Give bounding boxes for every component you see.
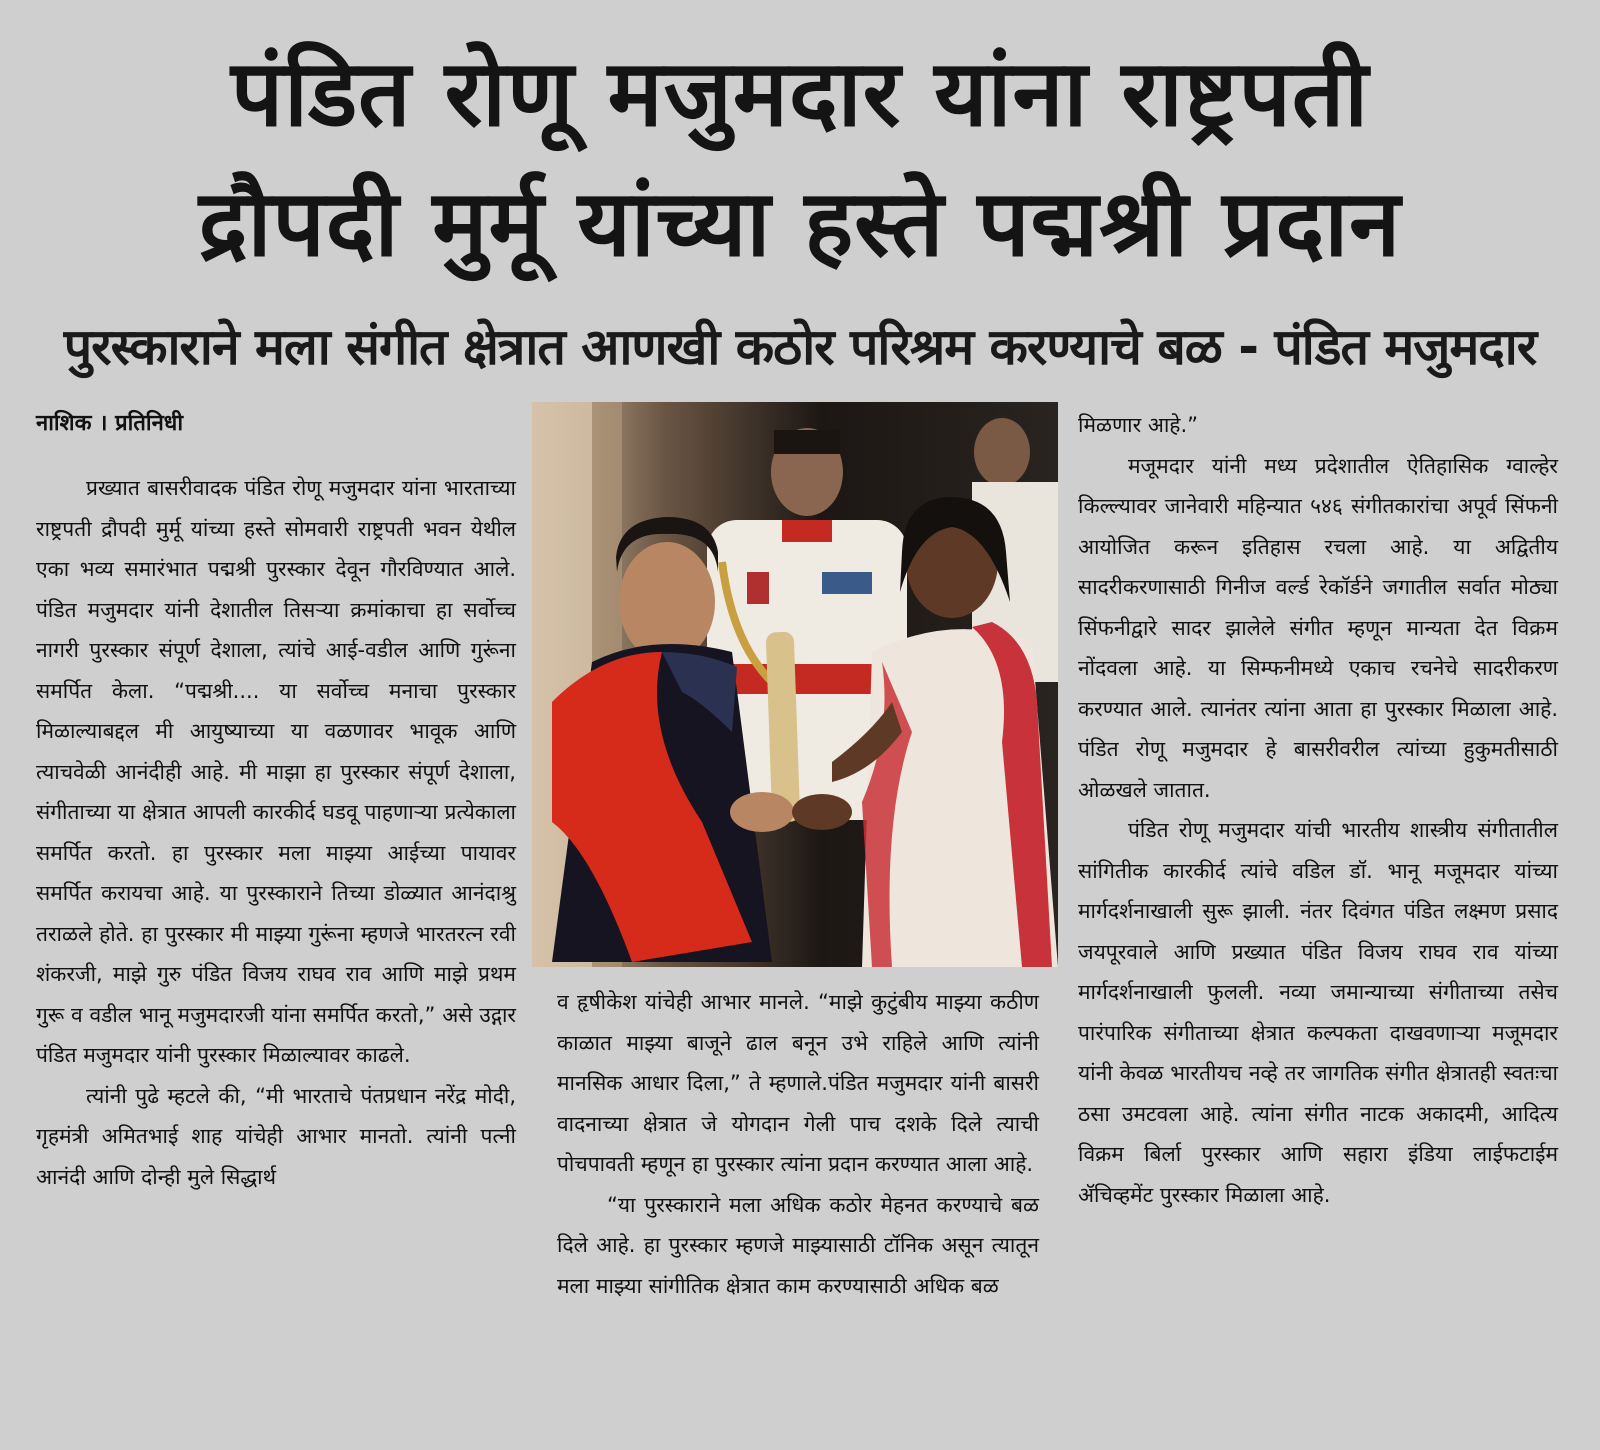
headline-line-2: द्रौपदी मुर्मू यांच्या हस्ते पद्मश्री प्रदान — [198, 170, 1402, 277]
column1-paragraph-2: त्यांनी पुढे म्हटले की, “मी भारताचे पंतप्रधान नरेंद्र मोदी, गृहमंत्री अमितभाई शाह यांचेही आभार मानतो. त्यांनी पत्नी आनंदी आणि दोन्ही मुले सिद्धार्थ — [36, 1083, 516, 1189]
article-column-3 — [1078, 405, 1558, 1215]
dateline: नाशिक । प्रतिनिधी — [36, 411, 184, 436]
article-column-2 — [557, 982, 1039, 1306]
column3-paragraph-2: पंडित रोणू मजुमदार यांची भारतीय शास्त्रीय संगीतातील सांगितीक कारकीर्द त्यांचे वडिल डॉ. भानू मजूमदार यांच्या मार्गदर्शनाखाली सुरू झाली. नंतर दिवंगत पंडित लक्ष्मण प्रसाद जयपूरवाले आणि प्रख्यात पंडित विजय राघव राव यांच्या मार्गदर्शनाखाली फुलली. नव्या जमान्याच्या संगीताच्या तसेच पारंपारिक संगीताच्या क्षेत्रात कल्पकता दाखवणाऱ्या मजूमदार यांनी केवळ भारतीयच नव्हे तर जागतिक संगीत क्षेत्रातही स्वतःचा ठसा उमटवला आहे. त्यांना संगीत नाटक अकादमी, आदित्य विक्रम बिर्ला पुरस्कार आणि सहारा इंडिया लाईफटाईम ॲचिव्हमेंट पुरस्कार मिळाला आहे. — [1078, 818, 1558, 1207]
column2-paragraph-2: “या पुरस्काराने मला अधिक कठोर मेहनत करण्याचे बळ दिले आहे. हा पुरस्कार म्हणजे माझ्यासाठी टॉनिक असून त्यातून मला माझ्या सांगीतिक क्षेत्रात काम करण्यासाठी अधिक बळ — [557, 1192, 1039, 1298]
headline-line-1: पंडित रोणू मजुमदार यांना राष्ट्रपती — [230, 40, 1370, 147]
column3-paragraph-0: मिळणार आहे.” — [1078, 413, 1199, 437]
award-ceremony-photo — [532, 402, 1058, 967]
subheadline: पुरस्काराने मला संगीत क्षेत्रात आणखी कठोर परिश्रम करण्याचे बळ - पंडित मजुमदार — [63, 318, 1537, 376]
column1-paragraph-1: प्रख्यात बासरीवादक पंडित रोणू मजुमदार यांना भारताच्या राष्ट्रपती द्रौपदी मुर्मू यांच्या हस्ते सोमवारी राष्ट्रपती भवन येथील एका भव्य समारंभात पद्मश्री पुरस्कार देवून गौरविण्यात आले. पंडित मजुमदार यांनी देशातील तिसऱ्या क्रमांकाचा हा सर्वोच्च नागरी पुरस्कार संपूर्ण देशाला, त्यांचे आई-वडील आणि गुरूंना समर्पित केला. “पद्मश्री.... या सर्वोच्च मनाचा पुरस्कार मिळाल्याबद्दल मी आयुष्याच्या या वळणावर भावूक आणि त्याचवेळी आनंदीही आहे. मी माझा हा पुरस्कार संपूर्ण देशाला, संगीताच्या या क्षेत्रात आपली कारकीर्द घडवू पाहणाऱ्या प्रत्येकाला समर्पित करतो. हा पुरस्कार मला माझ्या आईच्या पायावर समर्पित करायचा आहे. या पुरस्काराने तिच्या डोळ्यात आनंदाश्रु तराळले होते. हा पुरस्कार मी माझ्या गुरूंना म्हणजे भारतरत्न रवी शंकरजी, माझे गुरु पंडित विजय राघव राव आणि माझे प्रथम गुरू व वडील भानू मजुमदारजी यांना समर्पित करतो,” असे उद्गार पंडित मजुमदार यांनी पुरस्कार मिळाल्यावर काढले. — [36, 476, 516, 1067]
article-column-1 — [36, 468, 516, 1197]
column3-paragraph-1: मजूमदार यांनी मध्य प्रदेशातील ऐतिहासिक ग्वाल्हेर किल्ल्यावर जानेवारी महिन्यात ५४६ संगीतकारांचा अपूर्व सिंफनी आयोजित करून इतिहास रचला आहे. या अद्वितीय सादरीकरणासाठी गिनीज वर्ल्ड रेकॉर्डने जगातील सर्वात मोठ्या सिंफनीद्वारे सादर झालेले संगीत म्हणून मान्यता देत विक्रम नोंदवला आहे. या सिम्फनीमध्ये एकाच रचनेचे सादरीकरण करण्यात आले. त्यानंतर त्यांना आता हा पुरस्कार मिळाला आहे. पंडित रोणू मजुमदार हे बासरीवरील त्यांच्या हुकुमतीसाठी ओळखले जातात. — [1078, 453, 1558, 802]
column2-paragraph-1: व हृषीकेश यांचेही आभार मानले. “माझे कुटुंबीय माझ्या कठीण काळात माझ्या बाजूने ढाल बनून उभे राहिले आणि त्यांनी मानसिक आधार दिला,” ते म्हणाले.पंडित मजुमदार यांनी बासरी वादनाच्या क्षेत्रात जे योगदान गेली पाच दशके दिले त्याची पोचपावती म्हणून हा पुरस्कार त्यांना प्रदान करण्यात आला आहे. — [557, 990, 1039, 1176]
